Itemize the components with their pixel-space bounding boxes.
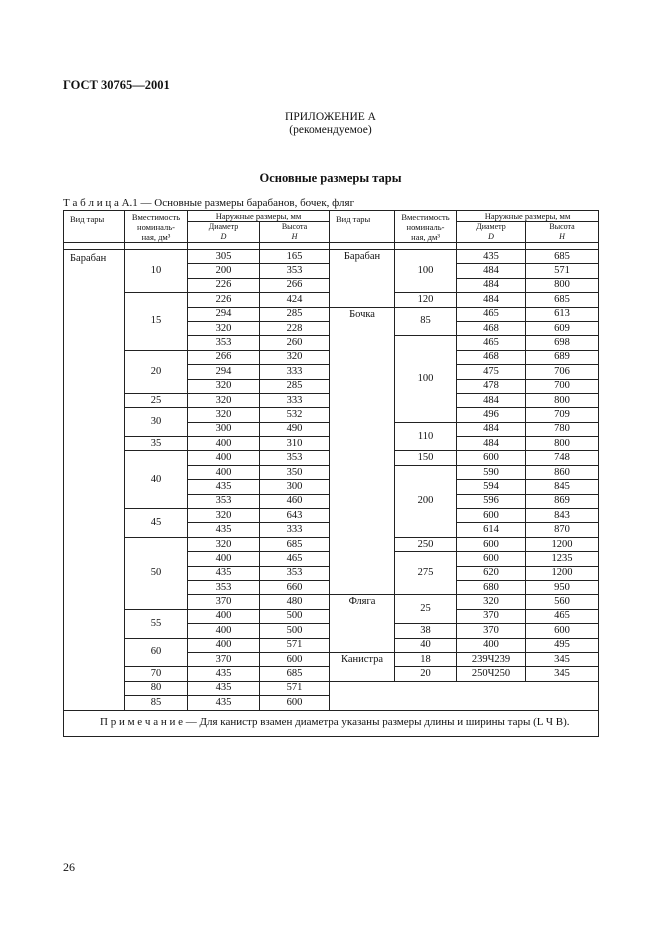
note-label: П р и м е ч а н и е	[100, 715, 183, 728]
cell-height: 571	[260, 681, 330, 695]
cell-diameter: 435	[188, 696, 260, 710]
cell-diameter: 600	[457, 552, 526, 566]
cell-capacity: 60	[125, 638, 188, 667]
cell-height: 465	[526, 609, 599, 623]
cell-capacity: 40	[395, 638, 457, 652]
table-caption-text: — Основные размеры барабанов, бочек, фляг	[140, 197, 355, 209]
header-outer-dimensions-right: Наружные размеры, мм	[457, 211, 599, 222]
cell-capacity: 80	[125, 681, 188, 695]
cell-diameter: 320	[457, 595, 526, 609]
cell-diameter: 468	[457, 350, 526, 364]
cell-height: 845	[526, 480, 599, 494]
page-number: 26	[63, 860, 75, 874]
cell-height: 500	[260, 609, 330, 623]
cell-diameter: 475	[457, 365, 526, 379]
cell-diameter: 266	[188, 350, 260, 364]
cell-capacity: 30	[125, 408, 188, 437]
cell-diameter: 484	[457, 264, 526, 278]
cell-height: 333	[260, 393, 330, 407]
cell-height: 424	[260, 293, 330, 307]
cell-capacity: 20	[125, 350, 188, 393]
cell-height: 800	[526, 278, 599, 292]
cell-height: 333	[260, 365, 330, 379]
note-text: — Для канистр взамен диаметра указаны размеры длины и ширины тары (L Ч B).	[185, 715, 570, 728]
cell-diameter: 590	[457, 465, 526, 479]
cell-height: 700	[526, 379, 599, 393]
header-capacity-line: номиналь-	[137, 221, 175, 232]
cell-type: Барабан	[64, 250, 125, 711]
cell-diameter: 435	[188, 667, 260, 681]
cell-diameter: 465	[457, 336, 526, 350]
cell-height: 660	[260, 580, 330, 594]
cell-capacity: 85	[395, 307, 457, 336]
cell-diameter: 353	[188, 336, 260, 350]
header-capacity-right	[395, 211, 457, 243]
header-diameter	[188, 222, 260, 243]
cell-height: 800	[526, 437, 599, 451]
header-capacity	[125, 211, 188, 243]
header-diameter-line: D	[220, 232, 227, 241]
cell-capacity: 120	[395, 293, 457, 307]
cell-height: 600	[260, 696, 330, 710]
table-cell	[125, 243, 188, 250]
header-height	[260, 222, 330, 243]
cell-height: 706	[526, 365, 599, 379]
cell-diameter: 370	[188, 652, 260, 666]
table-row	[64, 710, 599, 736]
table-row	[64, 243, 599, 250]
cell-height: 780	[526, 422, 599, 436]
cell-capacity: 110	[395, 422, 457, 451]
cell-height: 689	[526, 350, 599, 364]
cell-capacity: 70	[125, 667, 188, 681]
dimensions-table	[63, 210, 599, 737]
cell-diameter: 320	[188, 379, 260, 393]
cell-diameter: 620	[457, 566, 526, 580]
cell-diameter: 353	[188, 580, 260, 594]
table-row	[64, 250, 599, 264]
cell-diameter: 370	[457, 609, 526, 623]
cell-height: 500	[260, 624, 330, 638]
cell-capacity: 35	[125, 437, 188, 451]
cell-capacity: 15	[125, 293, 188, 351]
header-diameter-right	[457, 222, 526, 243]
cell-height: 1200	[526, 537, 599, 551]
cell-height: 333	[260, 523, 330, 537]
cell-diameter: 484	[457, 393, 526, 407]
cell-diameter: 435	[188, 480, 260, 494]
cell-height: 350	[260, 465, 330, 479]
cell-capacity: 40	[125, 451, 188, 509]
cell-capacity: 25	[125, 393, 188, 407]
cell-diameter: 320	[188, 509, 260, 523]
header-height-line: Высота	[281, 222, 308, 231]
cell-height: 495	[526, 638, 599, 652]
header-capacity-line: Вместимость	[401, 211, 450, 222]
cell-diameter: 594	[457, 480, 526, 494]
cell-height: 285	[260, 307, 330, 321]
cell-diameter: 614	[457, 523, 526, 537]
cell-type: Бочка	[330, 307, 395, 595]
table-note	[64, 710, 599, 736]
header-type-right: Вид тары	[330, 211, 395, 243]
cell-diameter: 370	[188, 595, 260, 609]
header-type: Вид тары	[64, 211, 125, 243]
cell-diameter: 320	[188, 537, 260, 551]
header-height-line: Высота	[549, 222, 575, 231]
cell-height: 685	[260, 667, 330, 681]
header-height-line: H	[559, 232, 565, 241]
cell-type: Фляга	[330, 595, 395, 653]
cell-height: 480	[260, 595, 330, 609]
cell-capacity: 20	[395, 667, 457, 681]
cell-height: 698	[526, 336, 599, 350]
cell-diameter: 680	[457, 580, 526, 594]
cell-capacity: 45	[125, 509, 188, 538]
cell-height: 490	[260, 422, 330, 436]
cell-height: 266	[260, 278, 330, 292]
cell-height: 460	[260, 494, 330, 508]
cell-height: 685	[526, 293, 599, 307]
appendix-title: ПРИЛОЖЕНИЕ А	[285, 111, 376, 123]
cell-height: 870	[526, 523, 599, 537]
header-capacity-line: Вместимость	[131, 211, 181, 222]
table-cell	[395, 243, 457, 250]
cell-capacity: 85	[125, 696, 188, 710]
table-cell	[457, 243, 526, 250]
cell-height: 353	[260, 451, 330, 465]
cell-height: 571	[260, 638, 330, 652]
cell-diameter: 400	[188, 638, 260, 652]
cell-diameter: 320	[188, 408, 260, 422]
section-title: Основные размеры тары	[259, 171, 402, 185]
cell-diameter: 465	[457, 307, 526, 321]
cell-capacity: 100	[395, 336, 457, 422]
cell-diameter: 435	[188, 681, 260, 695]
cell-diameter: 600	[457, 509, 526, 523]
cell-height: 748	[526, 451, 599, 465]
cell-height: 571	[526, 264, 599, 278]
cell-diameter: 484	[457, 422, 526, 436]
header-height-line: H	[291, 232, 298, 241]
cell-capacity: 38	[395, 624, 457, 638]
table-caption-number: А.1	[121, 197, 138, 209]
header-capacity-line: ная, дм³	[411, 231, 440, 242]
cell-diameter: 400	[457, 638, 526, 652]
cell-capacity: 100	[395, 250, 457, 293]
cell-diameter: 250Ч250	[457, 667, 526, 681]
cell-diameter: 400	[188, 552, 260, 566]
cell-height: 300	[260, 480, 330, 494]
cell-diameter: 300	[188, 422, 260, 436]
cell-height: 165	[260, 250, 330, 264]
cell-type: Канистра	[330, 652, 395, 681]
cell-diameter: 468	[457, 321, 526, 335]
cell-height: 465	[260, 552, 330, 566]
cell-diameter: 226	[188, 293, 260, 307]
cell-diameter: 400	[188, 465, 260, 479]
header-capacity-line: ная, дм³	[141, 231, 171, 242]
cell-capacity: 18	[395, 652, 457, 666]
cell-height: 600	[260, 652, 330, 666]
cell-diameter: 435	[188, 566, 260, 580]
header-capacity-line: номиналь-	[406, 221, 445, 232]
cell-capacity: 50	[125, 537, 188, 609]
cell-type: Барабан	[330, 250, 395, 308]
cell-capacity: 200	[395, 465, 457, 537]
cell-diameter: 239Ч239	[457, 652, 526, 666]
cell-diameter: 484	[457, 293, 526, 307]
cell-height: 600	[526, 624, 599, 638]
cell-diameter: 484	[457, 437, 526, 451]
cell-diameter: 400	[188, 624, 260, 638]
cell-diameter: 600	[457, 451, 526, 465]
cell-capacity: 150	[395, 451, 457, 465]
table-cell	[260, 243, 330, 250]
cell-diameter: 400	[188, 451, 260, 465]
cell-height: 843	[526, 509, 599, 523]
cell-height: 310	[260, 437, 330, 451]
header-diameter-line: Диаметр	[208, 222, 239, 231]
table-row	[64, 211, 599, 222]
table-cell	[526, 243, 599, 250]
cell-height: 613	[526, 307, 599, 321]
cell-capacity: 25	[395, 595, 457, 624]
cell-height: 353	[260, 264, 330, 278]
cell-height: 285	[260, 379, 330, 393]
table-cell	[188, 243, 260, 250]
cell-height: 560	[526, 595, 599, 609]
cell-capacity: 275	[395, 552, 457, 595]
cell-capacity: 55	[125, 609, 188, 638]
cell-height: 950	[526, 580, 599, 594]
cell-diameter: 400	[188, 609, 260, 623]
cell-height: 869	[526, 494, 599, 508]
cell-diameter: 226	[188, 278, 260, 292]
cell-height: 345	[526, 667, 599, 681]
cell-height: 532	[260, 408, 330, 422]
document-code: ГОСТ 30765—2001	[63, 78, 170, 92]
cell-capacity: 10	[125, 250, 188, 293]
cell-height: 1235	[526, 552, 599, 566]
cell-height: 353	[260, 566, 330, 580]
table-cell	[64, 243, 125, 250]
cell-height: 1200	[526, 566, 599, 580]
cell-diameter: 200	[188, 264, 260, 278]
cell-height: 709	[526, 408, 599, 422]
cell-diameter: 370	[457, 624, 526, 638]
cell-diameter: 596	[457, 494, 526, 508]
cell-diameter: 400	[188, 437, 260, 451]
table-caption-prefix: Т а б л и ц а	[63, 197, 119, 209]
cell-height: 685	[260, 537, 330, 551]
cell-diameter: 435	[457, 250, 526, 264]
cell-height: 345	[526, 652, 599, 666]
cell-diameter: 435	[188, 523, 260, 537]
cell-height: 228	[260, 321, 330, 335]
appendix-subtitle: (рекомендуемое)	[289, 124, 372, 136]
cell-diameter: 294	[188, 307, 260, 321]
cell-diameter: 294	[188, 365, 260, 379]
cell-diameter: 320	[188, 321, 260, 335]
cell-capacity: 250	[395, 537, 457, 551]
header-diameter-line: D	[488, 232, 494, 241]
table-cell	[330, 243, 395, 250]
table-row	[64, 681, 599, 695]
header-diameter-line: Диаметр	[476, 222, 506, 231]
cell-height: 260	[260, 336, 330, 350]
cell-height: 860	[526, 465, 599, 479]
cell-height: 800	[526, 393, 599, 407]
cell-diameter: 600	[457, 537, 526, 551]
cell-height: 643	[260, 509, 330, 523]
cell-diameter: 484	[457, 278, 526, 292]
table-caption	[63, 197, 354, 209]
cell-height: 320	[260, 350, 330, 364]
cell-diameter: 496	[457, 408, 526, 422]
cell-diameter: 305	[188, 250, 260, 264]
cell-diameter: 320	[188, 393, 260, 407]
header-height-right	[526, 222, 599, 243]
cell-diameter: 353	[188, 494, 260, 508]
cell-diameter: 478	[457, 379, 526, 393]
cell-height: 609	[526, 321, 599, 335]
cell-height: 685	[526, 250, 599, 264]
empty-cell	[330, 681, 599, 710]
header-outer-dimensions: Наружные размеры, мм	[188, 211, 330, 222]
